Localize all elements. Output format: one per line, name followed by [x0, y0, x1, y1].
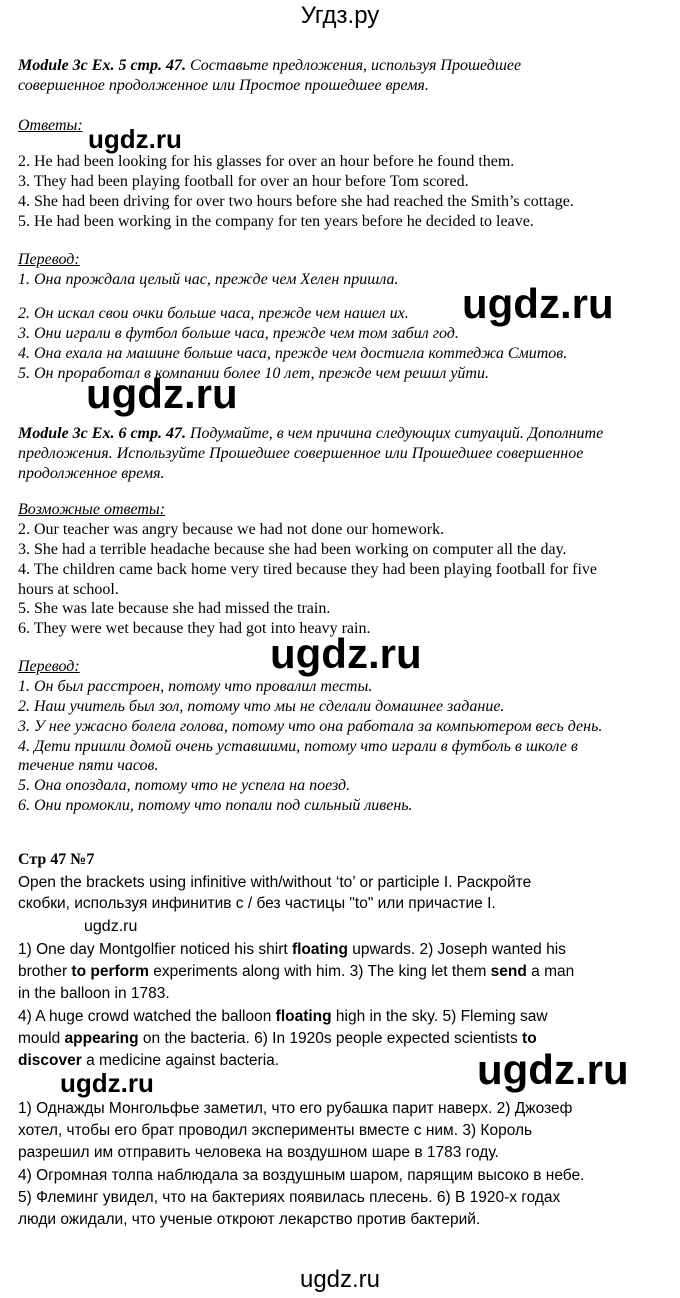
ex6-translation-label: Перевод:: [18, 658, 80, 675]
ex5-translation-line: 5. Он проработал в компании более 10 лет, прежде чем решил уйти.: [18, 365, 489, 382]
ex6-translation-line: 2. Наш учитель был зол, потому что мы не сделали домашнее задание.: [18, 698, 505, 715]
ex6-translation-line: 6. Они промокли, потому что попали под сильный ливень.: [18, 797, 413, 814]
ex6-heading: Module 3c Ex. 6 стр. 47.: [18, 425, 186, 442]
ex6-answers-label: Возможные ответы:: [18, 501, 166, 518]
ex5-task-line-1: [18, 56, 521, 76]
ex7-task-line-1: Open the brackets using infinitive with/without ‘to’ or participle I. Раскройте: [18, 874, 532, 891]
ex7-translation-line: хотел, чтобы его брат проводил эксперименты вместе с ним. 3) Король: [18, 1122, 533, 1139]
watermark: ugdz.ru: [88, 124, 182, 154]
watermark: ugdz.ru: [84, 918, 138, 935]
ex6-task-line-2: предложения. Используйте Прошедшее совершенное или Прошедшее совершенное: [18, 445, 584, 462]
ex6-translation-line: 1. Он был расстроен, потому что провалил тесты.: [18, 678, 373, 695]
ex7-answer-line: 4) A huge crowd watched the balloon floating high in the sky. 5) Fleming saw: [18, 1008, 548, 1025]
ex7-answer-line: 1) One day Montgolfier noticed his shirt floating upwards. 2) Joseph wanted his: [18, 941, 566, 958]
ex6-answer: 5. She was late because she had missed the train.: [18, 600, 331, 617]
ex5-translation-line: 3. Они играли в футбол больше часа, прежде чем том забил год.: [18, 325, 459, 342]
ex6-answer: 4. The children came back home very tired because they had been playing football for five: [18, 561, 598, 578]
watermark: ugdz.ru: [60, 1068, 154, 1098]
ex7-translation-line: люди ожидали, что ученые откроют лекарство против бактерий.: [18, 1211, 481, 1228]
watermark: ugdz.ru: [462, 280, 614, 327]
ex7-heading: Стр 47 №7: [18, 851, 95, 868]
ex7-answer-line: mould appearing on the bacteria. 6) In 1920s people expected scientists to: [18, 1030, 537, 1047]
ex5-task-line-2: совершенное продолженное или Простое прошедшее время.: [18, 77, 429, 94]
ex5-translation-line: 2. Он искал свои очки больше часа, прежде чем нашел их.: [18, 305, 409, 322]
ex7-answer-line: in the balloon in 1783.: [18, 985, 170, 1002]
site-footer: ugdz.ru: [299, 1266, 381, 1293]
ex6-task-text: Подумайте, в чем причина следующих ситуаций. Дополните: [190, 425, 604, 442]
ex5-heading: Module 3c Ex. 5 стр. 47.: [18, 57, 186, 74]
ex6-translation-line: течение пяти часов.: [18, 757, 159, 774]
ex6-answer: hours at school.: [18, 581, 119, 598]
ex5-translation-label: Перевод:: [18, 251, 80, 268]
ex7-answer-line: discover a medicine against bacteria.: [18, 1052, 280, 1069]
ex6-translation-line: 4. Дети пришли домой очень уставшими, потому что играли в футболь в школе в: [18, 738, 578, 755]
ex6-task-line-1: [18, 424, 603, 444]
ex7-task-line-2: скобки, используя инфинитив с / без частицы "to" или причастие I.: [18, 895, 496, 912]
ex5-answers-label: Ответы:: [18, 117, 83, 134]
ex7-translation-line: 1) Однажды Монгольфье заметил, что его рубашка парит наверх. 2) Джозеф: [18, 1100, 573, 1117]
ex7-translation-line: 4) Огромная толпа наблюдала за воздушным шаром, парящим высоко в небе.: [18, 1167, 585, 1184]
ex6-translation-line: 5. Она опоздала, потому что не успела на поезд.: [18, 777, 351, 794]
ex5-translation-line: 1. Она прождала целый час, прежде чем Хелен пришла.: [18, 271, 399, 288]
ex7-translation-line: разрешил им отправить человека на воздушном шаре в 1783 году.: [18, 1144, 499, 1161]
watermark: ugdz.ru: [477, 1046, 629, 1093]
ex6-answer: 3. She had a terrible headache because she had been working on computer all the day.: [18, 541, 567, 558]
ex6-translation-line: 3. У нее ужасно болела голова, потому что она работала за компьютером весь день.: [18, 718, 603, 735]
ex5-answer: 5. He had been working in the company for ten years before he decided to leave.: [18, 213, 534, 230]
ex7-translation-line: 5) Флеминг увидел, что на бактериях появилась плесень. 6) В 1920-х годах: [18, 1189, 561, 1206]
ex5-answer: 3. They had been playing football for over an hour before Tom scored.: [18, 173, 469, 190]
ex5-task-text: Составьте предложения, используя Прошедшее: [190, 57, 522, 74]
ex6-answer: 2. Our teacher was angry because we had not done our homework.: [18, 521, 445, 538]
ex5-answer: 4. She had been driving for over two hours before she had reached the Smith’s cottage.: [18, 193, 574, 210]
ex6-answer: 6. They were wet because they had got into heavy rain.: [18, 620, 371, 637]
watermark: ugdz.ru: [86, 370, 238, 417]
ex6-task-line-3: продолженное время.: [18, 465, 165, 482]
site-title: Угдз.ру: [300, 2, 380, 29]
ex7-answer-line: brother to perform experiments along with him. 3) The king let them send a man: [18, 963, 575, 980]
ex5-answer: 2. He had been looking for his glasses for over an hour before he found them.: [18, 153, 515, 170]
ex5-translation-line: 4. Она ехала на машине больше часа, прежде чем достигла коттеджа Смитов.: [18, 345, 568, 362]
watermark: ugdz.ru: [270, 630, 422, 677]
